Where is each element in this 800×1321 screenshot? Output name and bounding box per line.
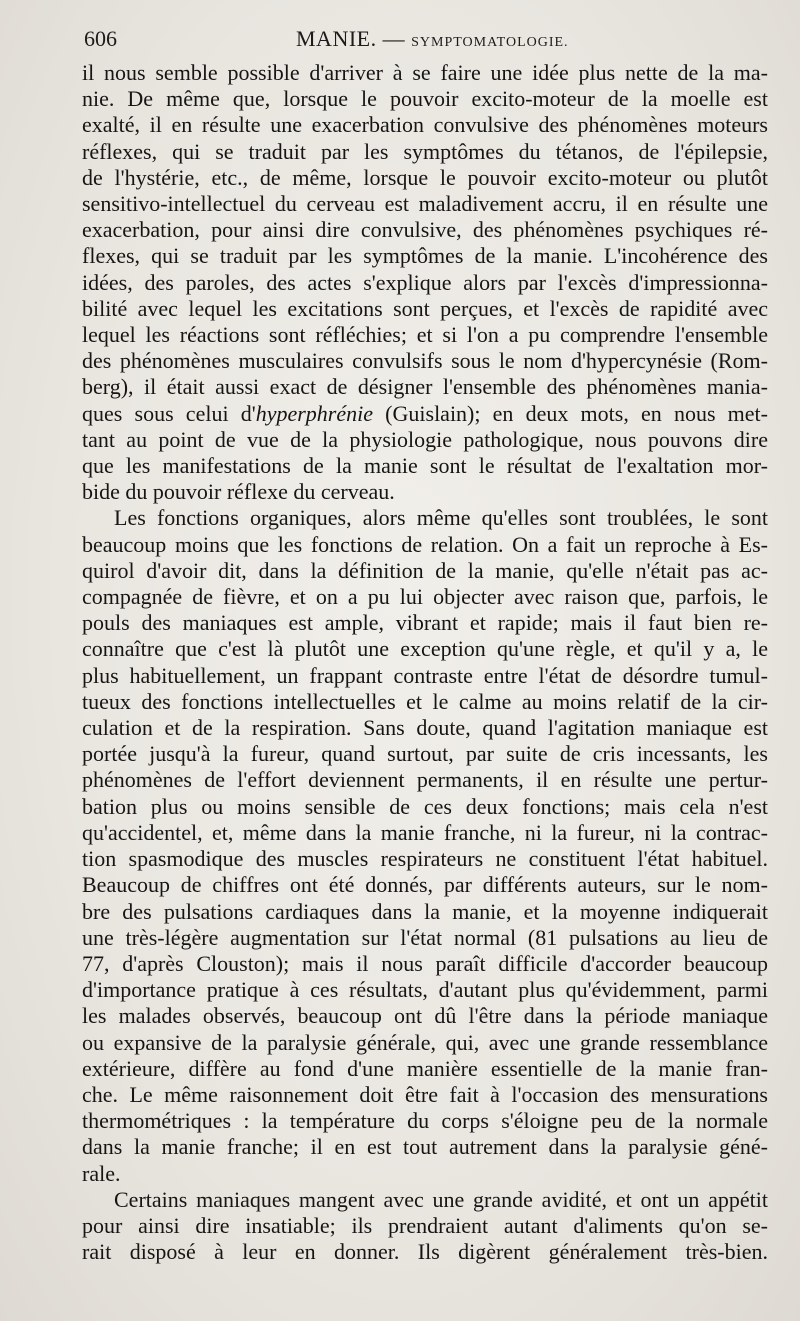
text-line: réflexes, qui se traduit par les symptômes du tétanos, de l'épilepsie, [82, 138, 768, 164]
text-line: bre des pulsations cardiaques dans la manie, et la moyenne indiquerait [82, 898, 768, 924]
text-line: plus habituellement, un frappant contraste entre l'état de désordre tumul- [82, 662, 768, 688]
body-text [82, 60, 768, 1265]
text-line: Beaucoup de chiffres ont été donnés, par différents auteurs, sur le nom- [82, 872, 768, 898]
text-line: il nous semble possible d'arriver à se faire une idée plus nette de la ma- [82, 60, 768, 85]
text-line: bilité avec lequel les excitations sont perçues, et l'excès de rapidité avec [82, 295, 768, 321]
text-line: lequel les réactions sont réfléchies; et si l'on a pu comprendre l'ensemble [82, 322, 768, 348]
paragraph-1 [82, 60, 768, 505]
text-line: Certains maniaques mangent avec une grande avidité, et ont un appétit [114, 1186, 768, 1212]
text-line: che. Le même raisonnement doit être fait à l'occasion des mensurations [82, 1081, 768, 1107]
text-line: exalté, il en résulte une exacerbation convulsive des phénomènes moteurs [82, 112, 768, 138]
text-line: exacerbation, pour ainsi dire convulsive, des phénomènes psychiques ré- [82, 217, 768, 243]
text-line: bide du pouvoir réflexe du cerveau. [82, 479, 395, 505]
running-title [296, 22, 569, 60]
text-line: portée jusqu'à la fureur, quand surtout, par suite de cris incessants, les [82, 741, 768, 767]
text-line: connaître que c'est là plutôt une exception qu'une règle, et qu'il y a, le [82, 636, 768, 662]
text-line: les malades observés, beaucoup ont dû l'être dans la période maniaque [82, 1003, 768, 1029]
text-line: qu'accidentel, et, même dans la manie franche, ni la fureur, ni la contrac- [82, 819, 768, 845]
text-line: nie. De même que, lorsque le pouvoir excito-moteur de la moelle est [82, 86, 768, 112]
text-line: bation plus ou moins sensible de ces deux fonctions; mais cela n'est [82, 793, 768, 819]
text-line: 77, d'après Clouston); mais il nous paraît difficile d'accorder beaucoup [82, 950, 768, 976]
text-line: phénomènes de l'effort deviennent permanents, il en résulte une pertur- [82, 767, 768, 793]
running-title-main: MANIE. — [296, 26, 406, 51]
text-line: compagnée de fièvre, et on a pu lui objecter avec raison que, parfois, le [82, 584, 768, 610]
text-line: rale. [82, 1160, 121, 1186]
text-line: pour ainsi dire insatiable; ils prendraient autant d'aliments qu'on se- [82, 1212, 768, 1238]
text-line: tueux des fonctions intellectuelles et le calme au moins relatif de la cir- [82, 688, 768, 714]
text-line: que les manifestations de la manie sont le résultat de l'exaltation mor- [82, 453, 768, 479]
text-line: Les fonctions organiques, alors même qu'elles sont troublées, le sont [114, 505, 768, 531]
text-line: culation et de la respiration. Sans doute, quand l'agitation maniaque est [82, 715, 768, 741]
text-line: beaucoup moins que les fonctions de relation. On a fait un reproche à Es- [82, 531, 768, 557]
italic-term: hyperphrénie [255, 400, 373, 426]
text-line: quirol d'avoir dit, dans la définition de la manie, qu'elle n'était pas ac- [82, 557, 768, 583]
paragraph-3 [82, 1187, 768, 1266]
text-line: pouls des maniaques est ample, vibrant et rapide; mais il faut bien re- [82, 610, 768, 636]
text-line: extérieure, diffère au fond d'une manière essentielle de la manie fran- [82, 1055, 768, 1081]
text-line: flexes, qui se traduit par les symptômes de la manie. L'incohérence des [82, 243, 768, 269]
text-line: dans la manie franche; il en est tout autrement dans la paralysie géné- [82, 1134, 768, 1160]
page-number: 606 [84, 26, 117, 51]
paragraph-2 [82, 505, 768, 1186]
running-header [84, 22, 768, 56]
text-line: tant au point de vue de la physiologie pathologique, nous pouvons dire [82, 426, 768, 452]
text-line: thermométriques : la température du corps s'éloigne peu de la normale [82, 1108, 768, 1134]
text-line: de l'hystérie, etc., de même, lorsque le pouvoir excito-moteur ou plutôt [82, 164, 768, 190]
running-title-sub: SYMPTOMATOLOGIE. [411, 35, 569, 50]
text-line: d'importance pratique à ces résultats, d'autant plus qu'évidemment, parmi [82, 977, 768, 1003]
text-line: une très-légère augmentation sur l'état normal (81 pulsations au lieu de [82, 924, 768, 950]
text-line: des phénomènes musculaires convulsifs sous le nom d'hypercynésie (Rom- [82, 348, 768, 374]
text-line-italic-term: ques sous celui d'hyperphrénie (Guislain); en deux mots, en nous met- [82, 400, 768, 426]
text-line: tion spasmodique des muscles respirateurs ne constituent l'état habituel. [82, 846, 768, 872]
text-line: sensitivo-intellectuel du cerveau est maladivement accru, il en résulte une [82, 191, 768, 217]
text-line: idées, des paroles, des actes s'explique alors par l'excès d'impressionna- [82, 269, 768, 295]
text-line: ou expansive de la paralysie générale, qui, avec une grande ressemblance [82, 1029, 768, 1055]
text-line: rait disposé à leur en donner. Ils digèrent généralement très-bien. [82, 1239, 768, 1265]
text-line: berg), il était aussi exact de désigner l'ensemble des phénomènes mania- [82, 374, 768, 400]
